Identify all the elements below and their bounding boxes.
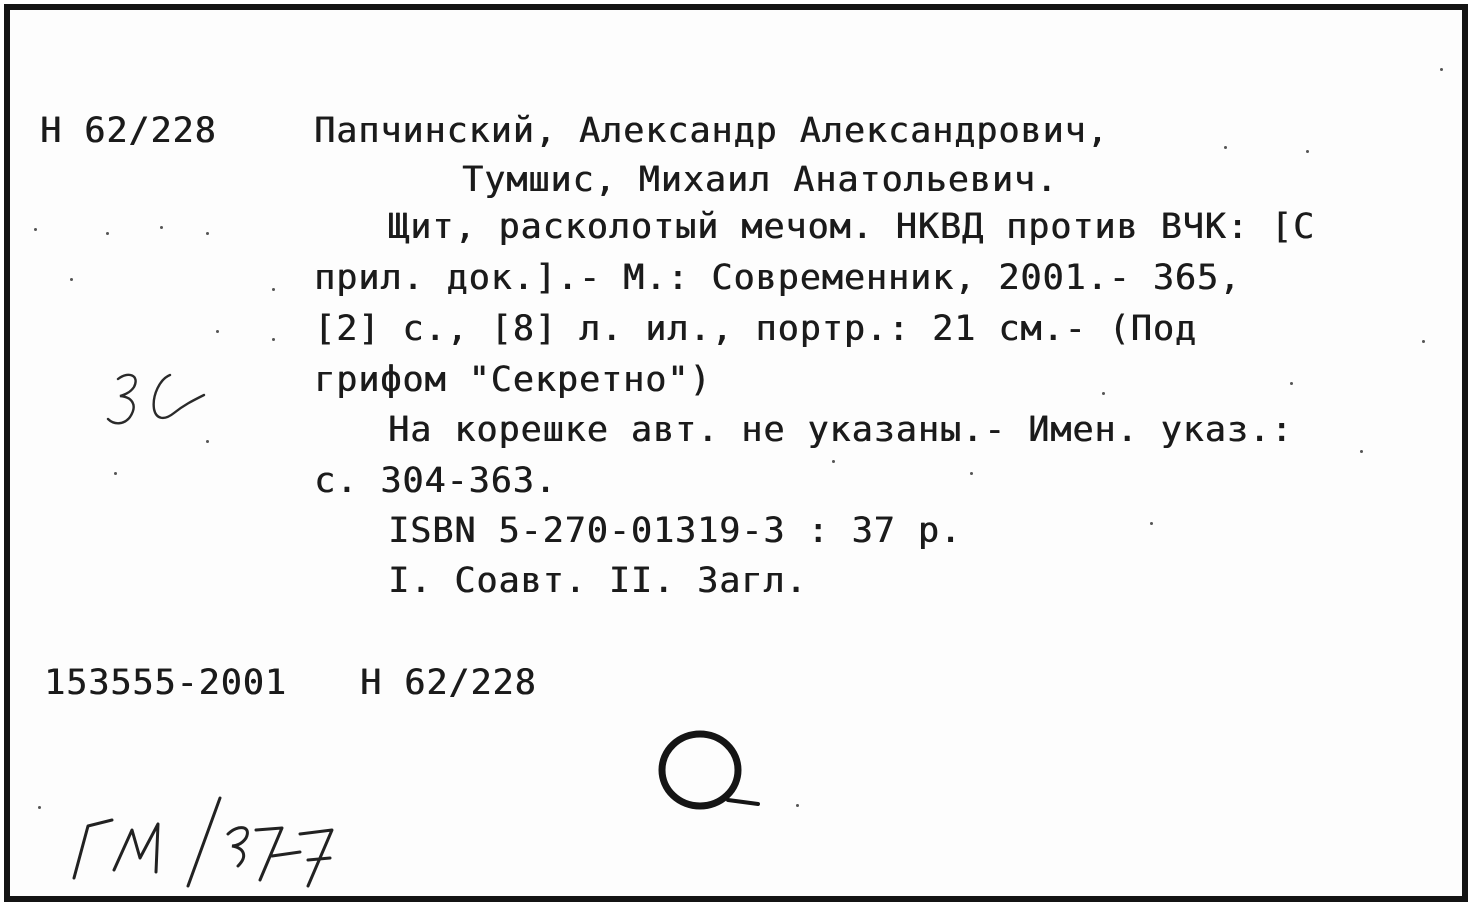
note-line-1: На корешке авт. не указаны.- Имен. указ.: (388, 410, 1293, 450)
scan-speck (1360, 450, 1363, 453)
scan-speck (272, 288, 275, 291)
title-line-1: Щит, расколотый мечом. НКВД против ВЧК: [С (388, 207, 1316, 247)
scan-speck (106, 232, 109, 235)
description-line-2: прил. док.].- М.: Современник, 2001.- 365, (314, 258, 1242, 298)
catalog-card (4, 4, 1468, 902)
handwritten-bottom-note (60, 790, 360, 900)
author-heading-2: Тумшис, Михаил Анатольевич. (462, 160, 1058, 200)
scan-speck (206, 232, 209, 235)
description-line-3: [2] с., [8] л. ил., портр.: 21 см.- (Под (314, 309, 1197, 349)
scan-speck (206, 440, 209, 443)
scan-speck (1102, 392, 1105, 395)
scan-speck (34, 228, 37, 231)
scan-speck (1224, 146, 1227, 149)
accession-number: 153555-2001 (44, 663, 287, 703)
scan-speck (160, 226, 163, 229)
scan-speck (216, 330, 219, 333)
scan-speck (1422, 340, 1425, 343)
description-line-4: грифом "Секретно") (314, 360, 712, 400)
scan-speck (970, 472, 973, 475)
handwritten-margin-note (100, 365, 220, 445)
scan-speck (114, 472, 117, 475)
tracings-line: I. Соавт. II. Загл. (388, 561, 808, 601)
circle-mark (650, 722, 770, 832)
scan-speck (70, 278, 73, 281)
author-heading-1: Папчинский, Александр Александрович, (314, 111, 1109, 151)
scan-speck (796, 804, 799, 807)
scan-speck (1150, 522, 1153, 525)
scan-speck (38, 806, 41, 809)
call-number: Н 62/228 (40, 111, 217, 151)
note-line-2: с. 304-363. (314, 461, 557, 501)
isbn-line: ISBN 5-270-01319-3 : 37 р. (388, 511, 962, 551)
scan-speck (832, 460, 835, 463)
scan-speck (1290, 382, 1293, 385)
scan-speck (1440, 68, 1443, 71)
scan-speck (272, 338, 275, 341)
footer-call-number: Н 62/228 (360, 663, 537, 703)
scan-speck (1306, 150, 1309, 153)
